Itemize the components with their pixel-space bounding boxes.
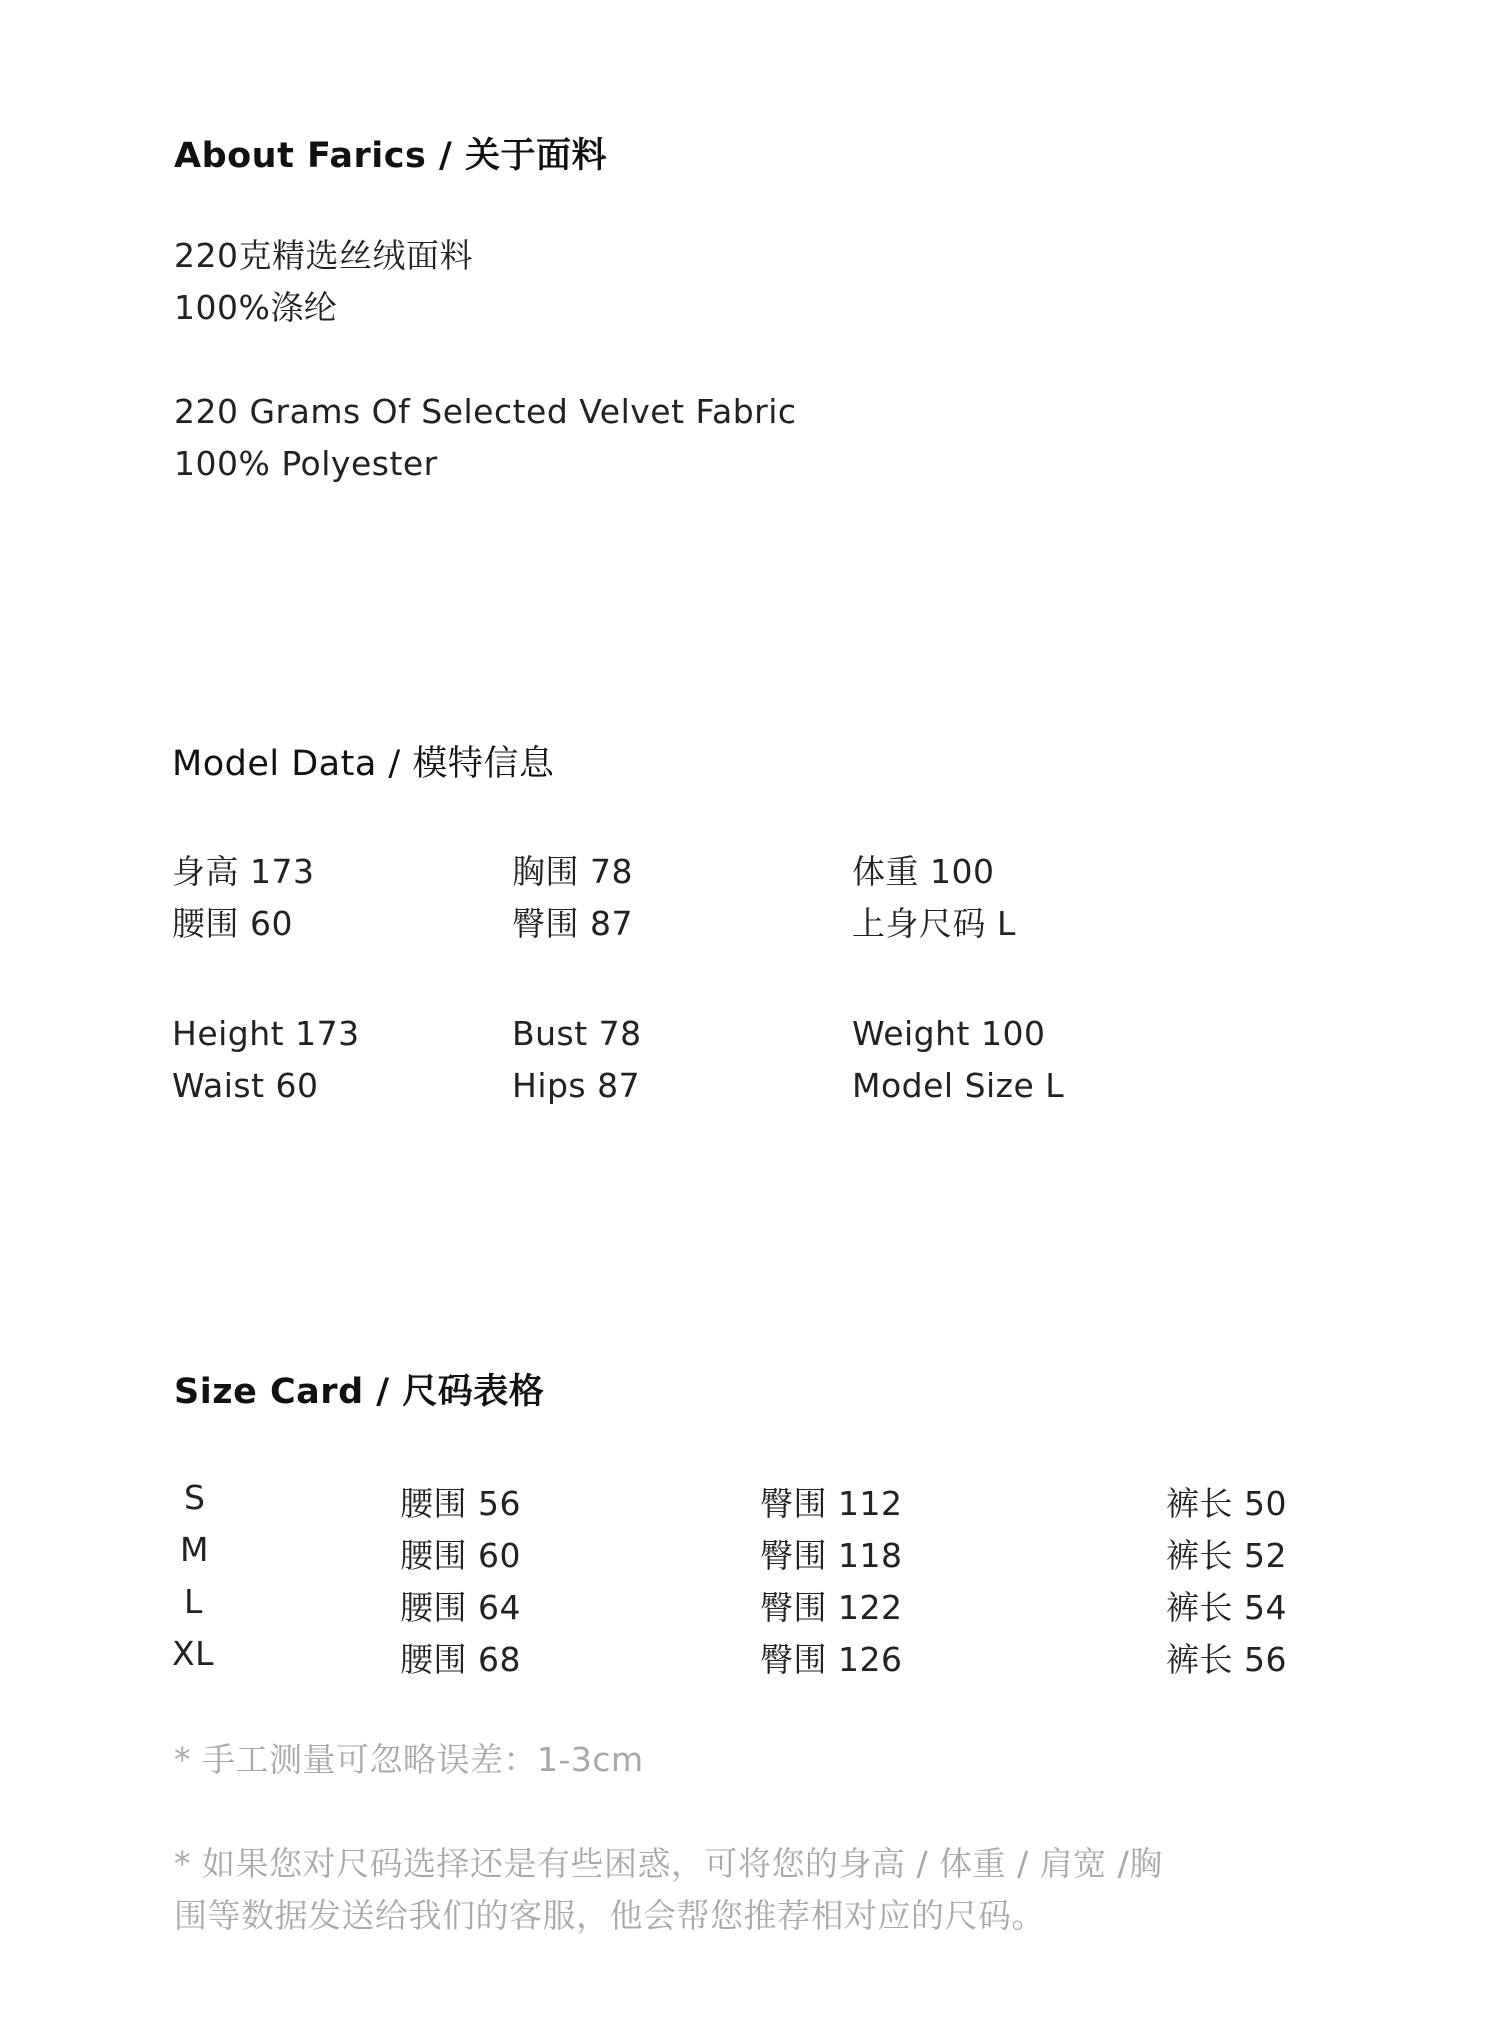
model-en-size: Model Size L <box>852 1066 1065 1105</box>
size-label-l: L <box>184 1582 203 1621</box>
model-zh-weight: 体重 100 <box>852 852 995 891</box>
fabric-zh-line-2: 100%涤纶 <box>174 288 338 327</box>
size-xl-length: 裤长 56 <box>1166 1640 1287 1679</box>
fabric-en-line-2: 100% Polyester <box>174 444 438 483</box>
fabric-zh-line-1: 220克精选丝绒面料 <box>174 236 473 275</box>
fabric-en-line-1: 220 Grams Of Selected Velvet Fabric <box>174 392 797 431</box>
size-s-length: 裤长 50 <box>1166 1484 1287 1523</box>
size-s-waist: 腰围 56 <box>400 1484 521 1523</box>
model-en-weight: Weight 100 <box>852 1014 1046 1053</box>
size-l-length: 裤长 54 <box>1166 1588 1287 1627</box>
size-label-s: S <box>184 1478 206 1517</box>
size-help-note-line-1: * 如果您对尺码选择还是有些困惑，可将您的身高 / 体重 / 肩宽 /胸 <box>174 1844 1163 1883</box>
model-en-waist: Waist 60 <box>172 1066 319 1105</box>
model-zh-waist: 腰围 60 <box>172 904 293 943</box>
model-zh-hips: 臀围 87 <box>512 904 633 943</box>
model-en-bust: Bust 78 <box>512 1014 642 1053</box>
fabric-section-title: About Farics / 关于面料 <box>174 136 607 176</box>
size-l-waist: 腰围 64 <box>400 1588 521 1627</box>
measurement-note: * 手工测量可忽略误差：1-3cm <box>174 1740 644 1779</box>
size-xl-waist: 腰围 68 <box>400 1640 521 1679</box>
model-section-title: Model Data / 模特信息 <box>172 744 555 784</box>
size-card-title: Size Card / 尺码表格 <box>174 1372 545 1412</box>
model-zh-bust: 胸围 78 <box>512 852 633 891</box>
model-zh-height: 身高 173 <box>172 852 315 891</box>
size-l-hips: 臀围 122 <box>760 1588 903 1627</box>
model-en-hips: Hips 87 <box>512 1066 641 1105</box>
size-m-hips: 臀围 118 <box>760 1536 903 1575</box>
model-zh-size: 上身尺码 L <box>852 904 1016 943</box>
size-help-note-line-2: 围等数据发送给我们的客服，他会帮您推荐相对应的尺码。 <box>174 1896 1045 1935</box>
size-m-waist: 腰围 60 <box>400 1536 521 1575</box>
size-s-hips: 臀围 112 <box>760 1484 903 1523</box>
model-en-height: Height 173 <box>172 1014 360 1053</box>
size-label-m: M <box>180 1530 209 1569</box>
size-xl-hips: 臀围 126 <box>760 1640 903 1679</box>
size-label-xl: XL <box>172 1634 214 1673</box>
size-m-length: 裤长 52 <box>1166 1536 1287 1575</box>
